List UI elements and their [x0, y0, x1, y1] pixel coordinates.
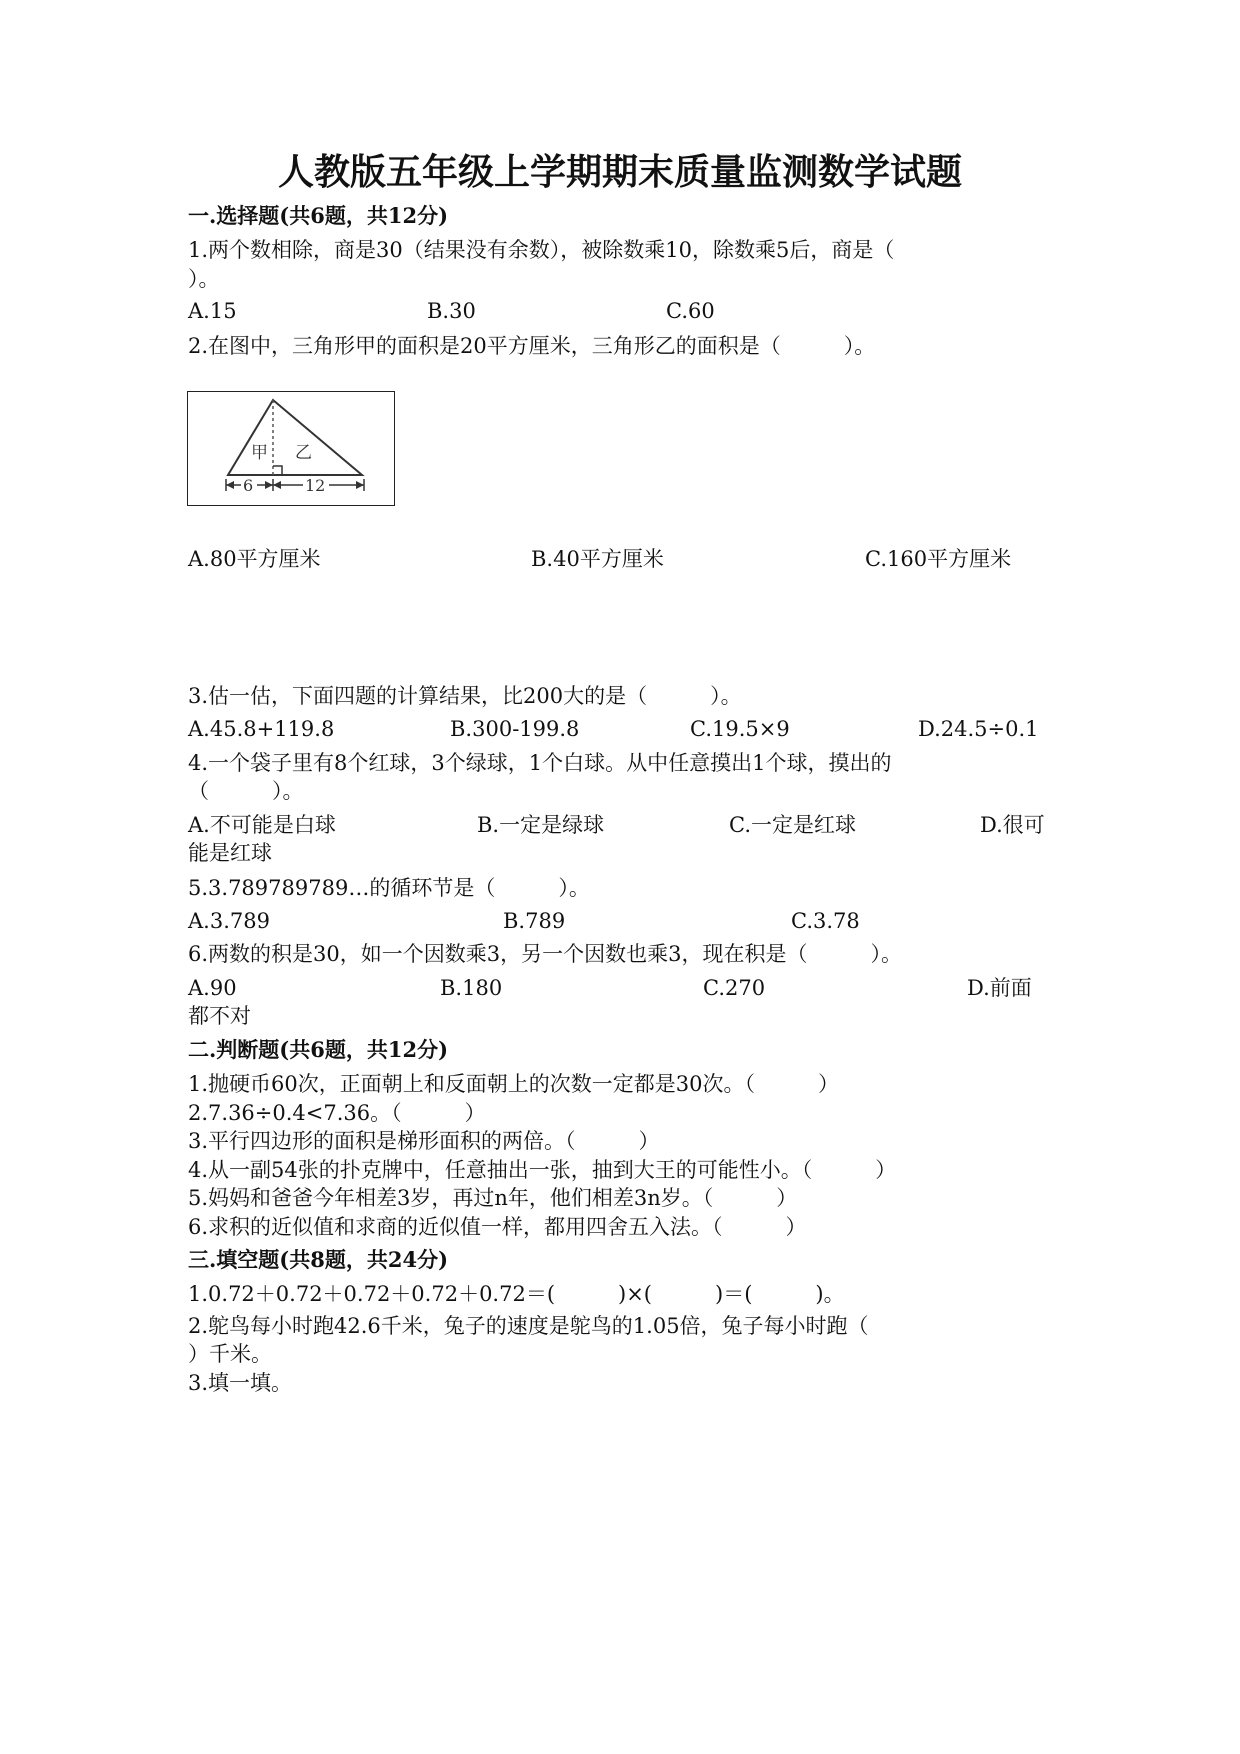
- question-5-option-c: C.3.78: [791, 909, 860, 933]
- question-1-stem-cont: ）。: [188, 267, 220, 291]
- arrow-mid-left: [265, 481, 273, 489]
- judgement-6: 6.求积的近似值和求商的近似值一样，都用四舍五入法。（ ）: [188, 1215, 807, 1239]
- section-heading-fill: 三.填空题(共8题，共24分): [188, 1247, 449, 1272]
- question-2-option-b: B.40平方厘米: [531, 547, 664, 571]
- arrow-right: [356, 481, 364, 489]
- section-heading-judgement: 二.判断题(共6题，共12分): [188, 1037, 449, 1062]
- question-5-stem: 5.3.789789789…的循环节是（ ）。: [188, 876, 590, 900]
- label-yi: 乙: [295, 443, 312, 463]
- question-6-option-a: A.90: [188, 976, 237, 1000]
- question-4-option-d-cont: 能是红球: [188, 841, 272, 865]
- question-1-option-a: A.15: [188, 299, 237, 323]
- question-5-option-a: A.3.789: [188, 909, 270, 933]
- question-3-option-d: D.24.5÷0.1: [918, 717, 1039, 741]
- question-6-option-b: B.180: [440, 976, 503, 1000]
- question-4-option-d: D.很可: [980, 813, 1045, 837]
- arrow-mid-right: [273, 481, 281, 489]
- base-label-6: 6: [243, 476, 254, 495]
- judgement-5: 5.妈妈和爸爸今年相差3岁，再过n年，他们相差3n岁。（ ）: [188, 1186, 798, 1210]
- question-6-option-d-cont: 都不对: [188, 1004, 251, 1028]
- label-jia: 甲: [251, 443, 268, 463]
- question-1-option-b: B.30: [427, 299, 476, 323]
- question-2-option-a: A.80平方厘米: [188, 547, 321, 571]
- triangle-outline: [228, 400, 362, 475]
- question-5-option-b: B.789: [503, 909, 566, 933]
- judgement-4: 4.从一副54张的扑克牌中，任意抽出一张，抽到大王的可能性小。（ ）: [188, 1158, 897, 1182]
- question-6-option-c: C.270: [703, 976, 766, 1000]
- question-2-stem: 2.在图中，三角形甲的面积是20平方厘米，三角形乙的面积是（ ）。: [188, 334, 876, 358]
- question-3-stem: 3.估一估，下面四题的计算结果，比200大的是（ ）。: [188, 684, 742, 708]
- question-4-option-b: B.一定是绿球: [477, 813, 605, 837]
- fill-3: 3.填一填。: [188, 1371, 293, 1395]
- question-3-option-c: C.19.5×9: [690, 717, 790, 741]
- judgement-2: 2.7.36÷0.4<7.36。（ ）: [188, 1101, 486, 1125]
- page-title: 人教版五年级上学期期末质量监测数学试题: [277, 151, 962, 193]
- section-heading-choice: 一.选择题(共6题，共12分): [188, 203, 449, 228]
- question-4-stem-cont: （ ）。: [188, 779, 304, 803]
- question-3-option-a: A.45.8+119.8: [188, 717, 335, 741]
- judgement-3: 3.平行四边形的面积是梯形面积的两倍。（ ）: [188, 1129, 660, 1153]
- base-label-12: 12: [305, 476, 326, 495]
- triangle-figure: [187, 391, 395, 506]
- fill-1: 1.0.72＋0.72＋0.72＋0.72＋0.72＝( )×( )＝( )。: [188, 1282, 845, 1306]
- question-2-option-c: C.160平方厘米: [865, 547, 1012, 571]
- arrow-left: [226, 481, 234, 489]
- question-4-stem: 4.一个袋子里有8个红球，3个绿球，1个白球。从中任意摸出1个球，摸出的: [188, 751, 892, 775]
- question-4-option-a: A.不可能是白球: [188, 813, 336, 837]
- right-angle-mark: [273, 466, 282, 475]
- question-6-option-d: D.前面: [967, 976, 1032, 1000]
- fill-2: 2.鸵鸟每小时跑42.6千米，兔子的速度是鸵鸟的1.05倍，兔子每小时跑（: [188, 1314, 869, 1338]
- question-1-stem: 1.两个数相除，商是30（结果没有余数），被除数乘10，除数乘5后，商是（: [188, 238, 895, 262]
- question-3-option-b: B.300-199.8: [450, 717, 580, 741]
- question-1-option-c: C.60: [666, 299, 715, 323]
- question-6-stem: 6.两数的积是30，如一个因数乘3，另一个因数也乘3，现在积是（ ）。: [188, 942, 902, 966]
- fill-2-cont: ）千米。: [188, 1342, 272, 1366]
- triangle-diagram: [188, 392, 394, 505]
- question-4-option-c: C.一定是红球: [729, 813, 856, 837]
- judgement-1: 1.抛硬币60次，正面朝上和反面朝上的次数一定都是30次。（ ）: [188, 1072, 839, 1096]
